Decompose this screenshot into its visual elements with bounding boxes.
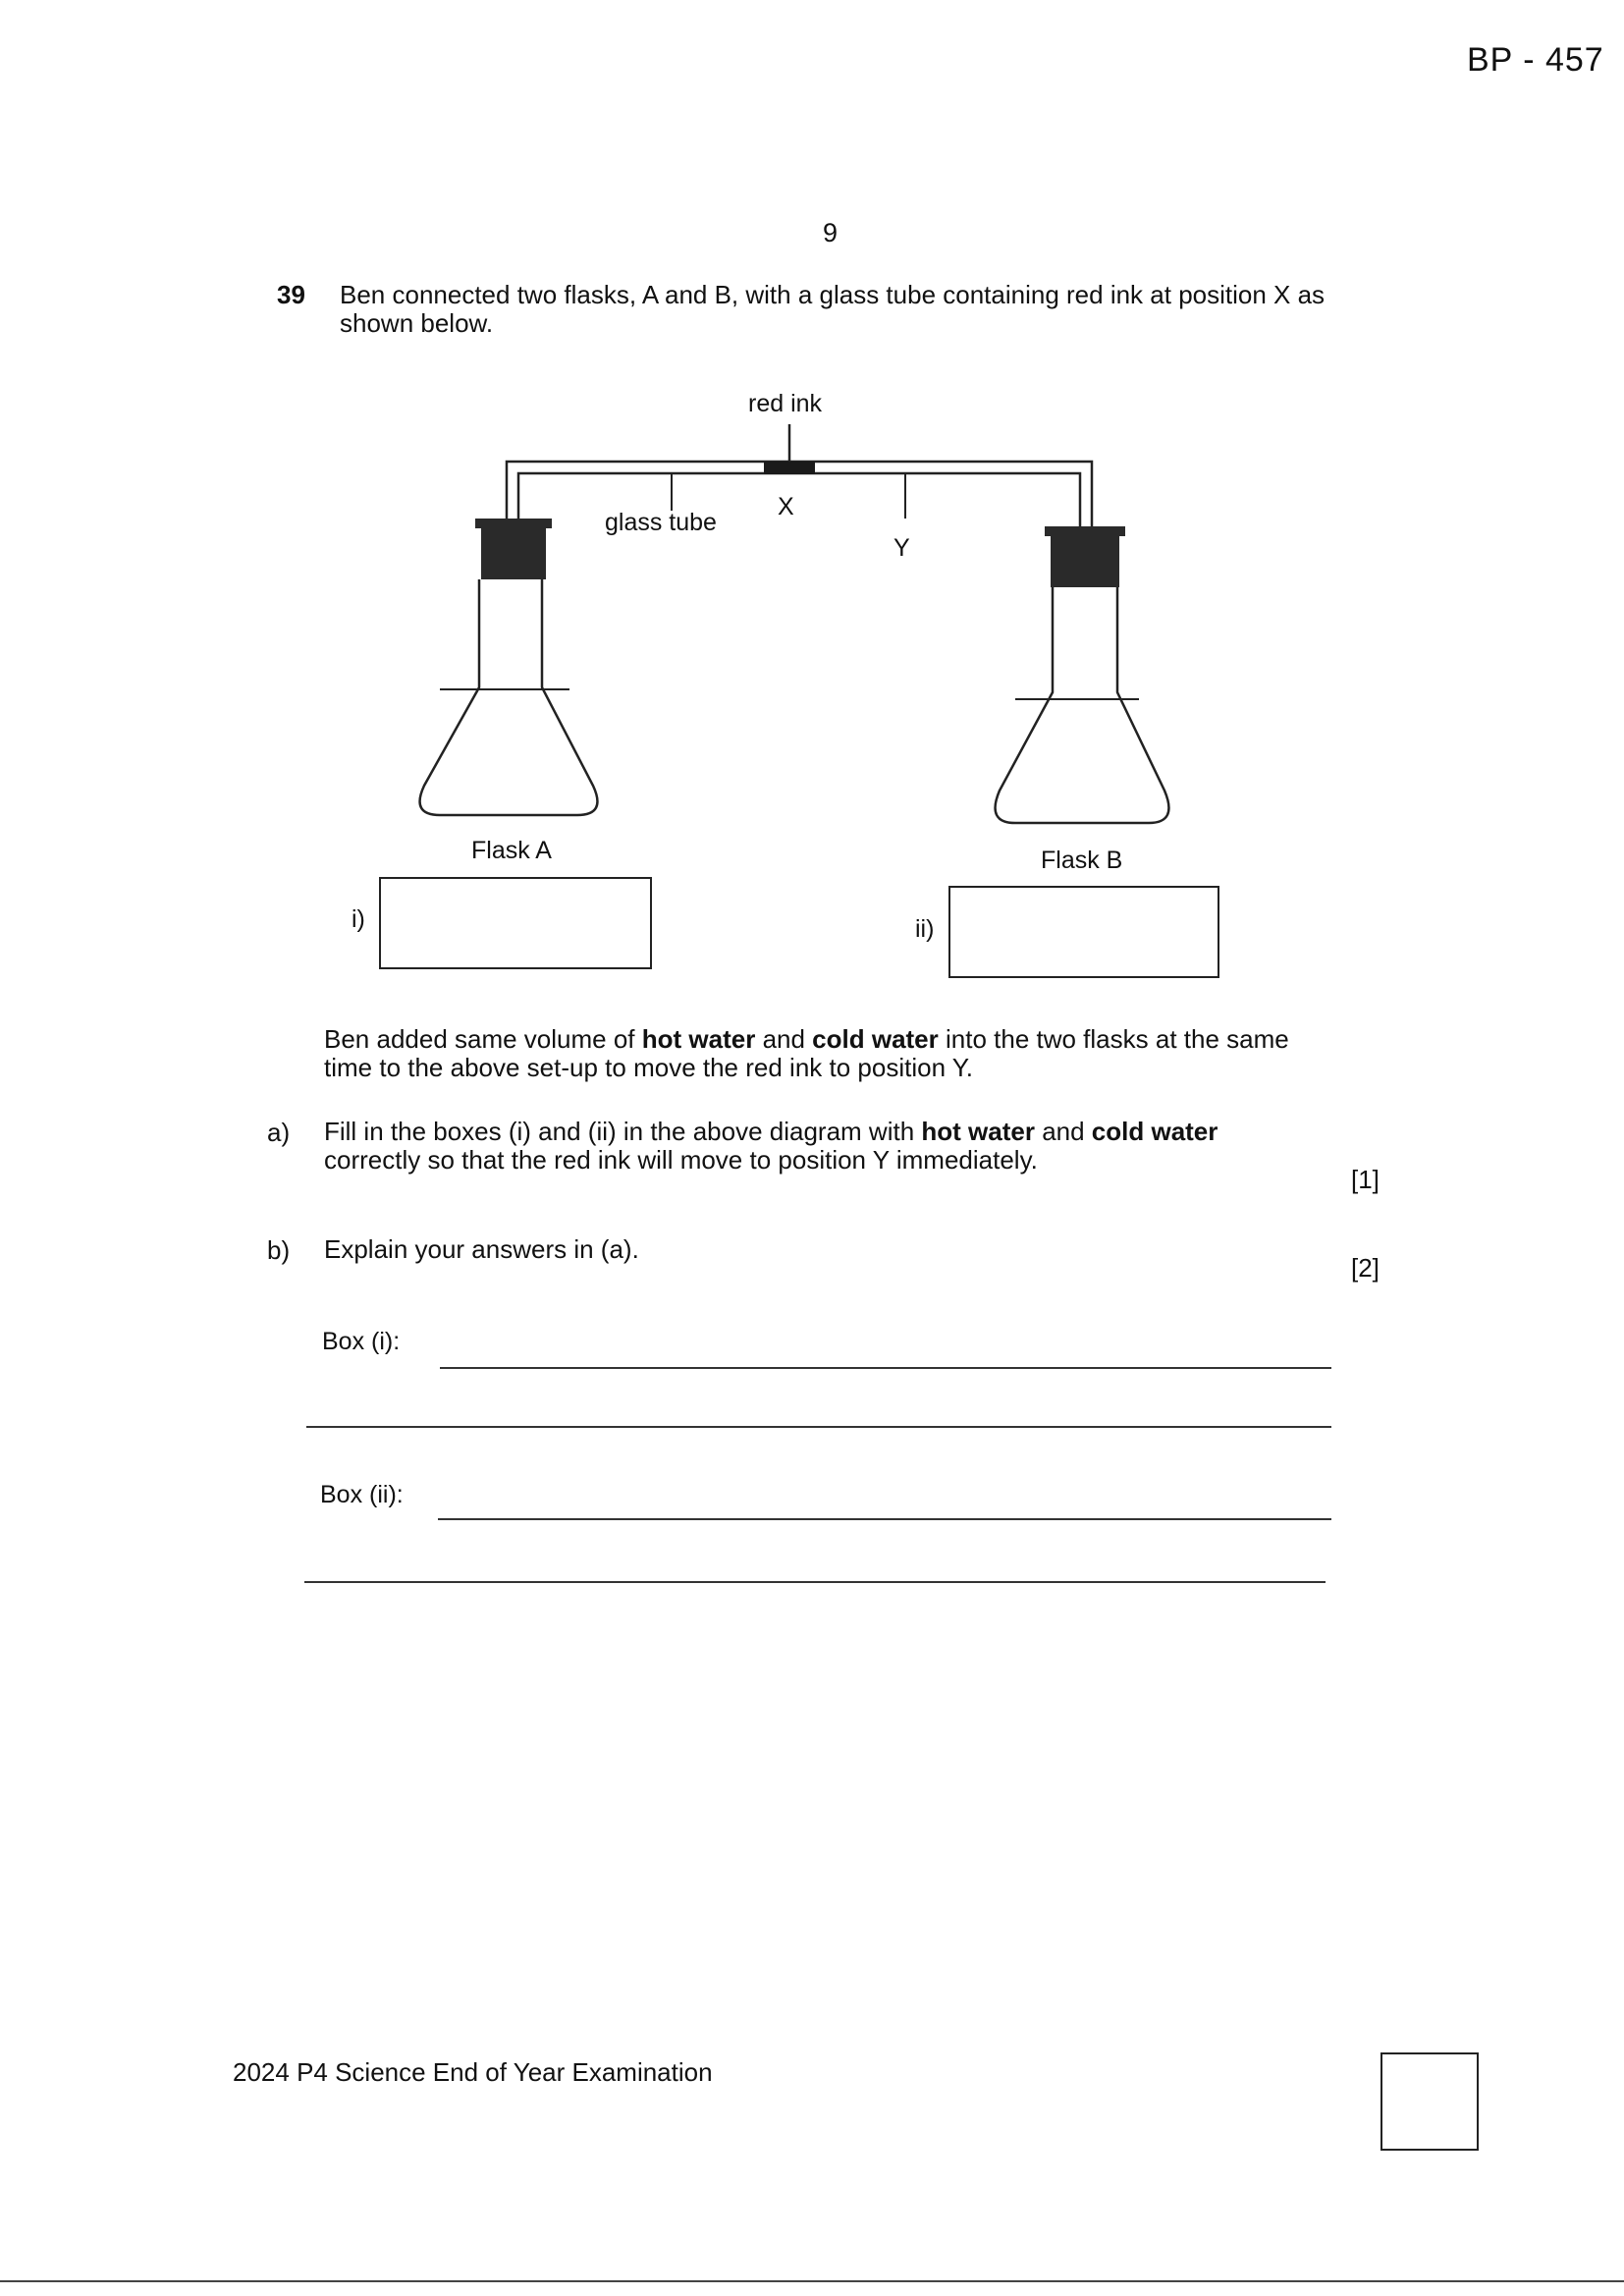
- box-i-marker: i): [352, 905, 365, 933]
- part-b-marker: b): [267, 1235, 291, 1265]
- red-ink-plug: [764, 462, 815, 474]
- glass-tube: [507, 462, 1092, 629]
- exam-footer: 2024 P4 Science End of Year Examination: [233, 2057, 713, 2087]
- paragraph-text-3: into the two flasks at the same time to the above set-up to move the red ink to position Y.: [324, 1024, 1289, 1082]
- score-box[interactable]: [1380, 2052, 1479, 2151]
- part-a-marker: a): [267, 1118, 291, 1147]
- label-flask-b: Flask B: [1041, 847, 1123, 874]
- part-b-marks: [2]: [1351, 1253, 1380, 1283]
- setup-paragraph: [324, 1025, 1335, 1082]
- box-i-answer-label: Box (i):: [322, 1328, 401, 1355]
- paper-code: BP - 457: [1467, 41, 1604, 79]
- flask-b: [996, 526, 1169, 823]
- label-position-x: X: [778, 493, 794, 520]
- paragraph-text-2: and: [755, 1024, 813, 1054]
- label-flask-a: Flask A: [471, 837, 552, 864]
- paragraph-text-1: Ben added same volume of: [324, 1024, 642, 1054]
- part-a-text-1: Fill in the boxes (i) and (ii) in the above diagram with: [324, 1117, 922, 1146]
- flask-b-stopper: [1051, 530, 1119, 587]
- bottom-rule: [0, 2280, 1624, 2282]
- answer-line-box-i-1[interactable]: [440, 1367, 1331, 1369]
- label-red-ink: red ink: [748, 390, 823, 417]
- part-a-text-3: correctly so that the red ink will move to position Y immediately.: [324, 1145, 1038, 1175]
- answer-line-box-ii-1[interactable]: [438, 1518, 1331, 1520]
- part-b-question: Explain your answers in (a).: [324, 1234, 639, 1264]
- box-ii-marker: ii): [915, 915, 935, 943]
- answer-box-i[interactable]: [379, 877, 652, 969]
- part-a-text-2: and: [1034, 1117, 1092, 1146]
- answer-box-ii[interactable]: [948, 886, 1219, 978]
- answer-line-box-i-2[interactable]: [306, 1426, 1331, 1428]
- label-position-y: Y: [893, 534, 910, 562]
- question-number: 39: [277, 280, 305, 309]
- paragraph-hot-water: hot water: [641, 1024, 756, 1054]
- flask-diagram: [0, 0, 1624, 1041]
- paragraph-cold-water: cold water: [812, 1024, 939, 1054]
- answer-line-box-ii-2[interactable]: [304, 1581, 1326, 1583]
- part-a-marks: [1]: [1351, 1165, 1380, 1194]
- part-a-question: [324, 1118, 1286, 1175]
- part-a-cold-water: cold water: [1091, 1117, 1218, 1146]
- part-a-hot-water: hot water: [921, 1117, 1035, 1146]
- flask-a: [420, 519, 598, 815]
- question-stem: Ben connected two flasks, A and B, with a glass tube containing red ink at position X as shown below.: [340, 280, 1326, 338]
- flask-a-stopper: [481, 522, 546, 579]
- box-ii-answer-label: Box (ii):: [320, 1481, 404, 1508]
- page-number: 9: [823, 218, 839, 247]
- label-glass-tube: glass tube: [605, 509, 717, 536]
